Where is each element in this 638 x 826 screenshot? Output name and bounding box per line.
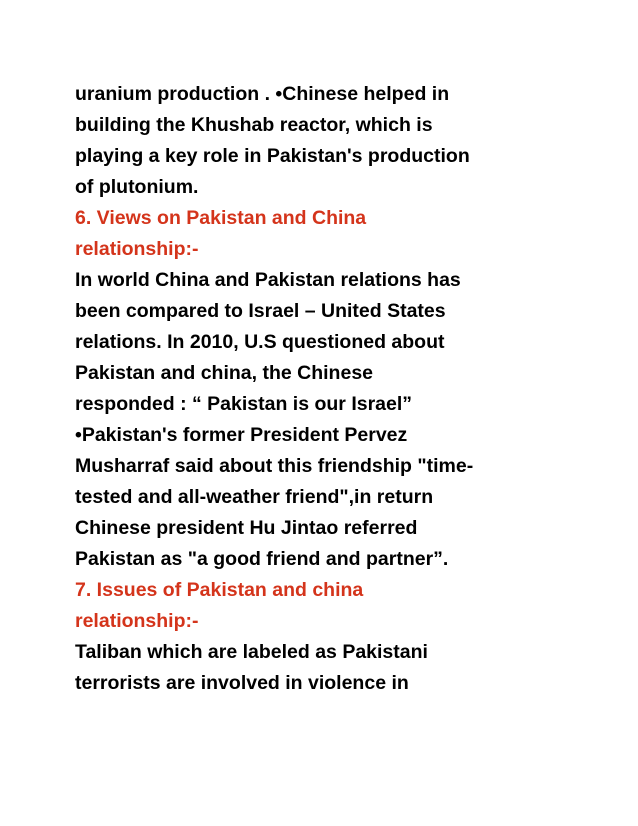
- text-line: Musharraf said about this friendship "time-: [75, 455, 474, 477]
- text-line: Chinese president Hu Jintao referred: [75, 517, 418, 539]
- text-line: relations. In 2010, U.S questioned about: [75, 331, 445, 353]
- text-line: uranium production . •Chinese helped in: [75, 83, 450, 105]
- text-line: Pakistan and china, the Chinese: [75, 362, 374, 384]
- text-line: In world China and Pakistan relations has: [75, 269, 461, 291]
- section-6-paragraph: [75, 265, 473, 575]
- text-line: Pakistan as "a good friend and partner”.: [75, 548, 449, 570]
- heading-line: relationship:-: [75, 610, 199, 632]
- text-line: Taliban which are labeled as Pakistani: [75, 641, 428, 663]
- heading-line: relationship:-: [75, 238, 199, 260]
- text-line: playing a key role in Pakistan's production: [75, 145, 470, 167]
- text-line: responded : “ Pakistan is our Israel”: [75, 393, 413, 415]
- intro-paragraph: [75, 79, 473, 203]
- section-7-paragraph: [75, 637, 473, 699]
- document-body: [75, 79, 473, 699]
- text-line: •Pakistan's former President Pervez: [75, 424, 408, 446]
- text-line: been compared to Israel – United States: [75, 300, 446, 322]
- section-7-heading: [75, 575, 473, 637]
- text-line: terrorists are involved in violence in: [75, 672, 409, 694]
- text-line: of plutonium.: [75, 176, 199, 198]
- section-6-heading: [75, 203, 473, 265]
- text-line: tested and all-weather friend",in return: [75, 486, 434, 508]
- heading-line: 7. Issues of Pakistan and china: [75, 579, 364, 601]
- heading-line: 6. Views on Pakistan and China: [75, 207, 367, 229]
- text-line: building the Khushab reactor, which is: [75, 114, 433, 136]
